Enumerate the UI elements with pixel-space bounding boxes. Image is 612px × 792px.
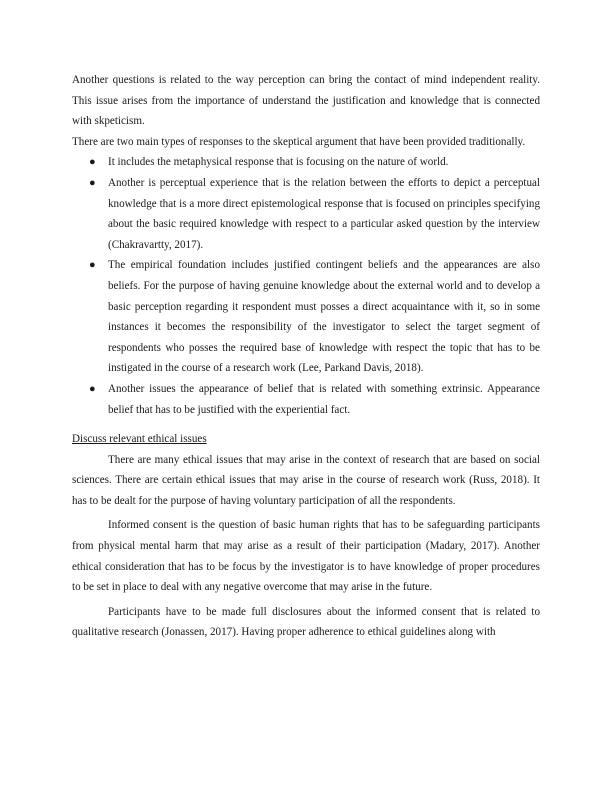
bullet-icon: ● bbox=[89, 259, 96, 272]
list-item: ● Another issues the appearance of belief that is related with something extrinsic. Appearance belief that has to be justified with the experiential fact. bbox=[72, 379, 540, 420]
bullet-icon: ● bbox=[89, 176, 96, 189]
intro-paragraph-2: There are two main types of responses to the skeptical argument that have been provided traditionally. bbox=[72, 135, 526, 148]
list-item: ● The empirical foundation includes justified contingent beliefs and the appearances are also beliefs. For the purpose of having genuine knowledge about the external world and to develop a basic perception regarding it respondent must posses a direct acquaintance with it, so in some instances it becomes the responsibility of the investigator to select the target segment of respondents who posses the required base of knowledge with respect the topic that has to be instigated in the course of a research work (Lee, Parkand Davis, 2018). bbox=[72, 255, 540, 379]
intro-paragraph-1: Another questions is related to the way perception can bring the contact of mind independent reality. This issue arises from the importance of understand the justification and knowledge that is connected with skpeticism. bbox=[72, 74, 540, 128]
bullet-icon: ● bbox=[89, 156, 96, 169]
responses-list bbox=[72, 152, 540, 420]
section-paragraph-2: Informed consent is the question of basic human rights that has to be safeguarding participants from physical mental harm that may arise as a result of their participation (Madary, 2017). Another ethical consideration that has to be focus by the investigator is to have knowledge of proper procedures to be set in place to deal with any negative overcome that may arise in the future. bbox=[72, 519, 540, 594]
document-page bbox=[72, 70, 540, 643]
section-paragraph-3: Participants have to be made full disclosures about the informed consent that is related to qualitative research (Jonassen, 2017). Having proper adherence to ethical guidelines along with bbox=[72, 605, 540, 639]
section-heading: Discuss relevant ethical issues bbox=[72, 433, 207, 446]
section-paragraph-1: There are many ethical issues that may arise in the context of research that are based on social sciences. There are certain ethical issues that may arise in the course of research work (Russ, 2018). It has to be dealt for the purpose of having voluntary participation of all the respondents. bbox=[72, 453, 540, 507]
bullet-icon: ● bbox=[89, 382, 96, 395]
list-item: ● Another is perceptual experience that is the relation between the efforts to depict a perceptual knowledge that is a more direct epistemological response that is focused on principles specifying about the basic required knowledge with respect to a particular asked question by the interview (Chakravartty, 2017). bbox=[72, 173, 540, 255]
list-item: ● It includes the metaphysical response that is focusing on the nature of world. bbox=[72, 152, 540, 173]
